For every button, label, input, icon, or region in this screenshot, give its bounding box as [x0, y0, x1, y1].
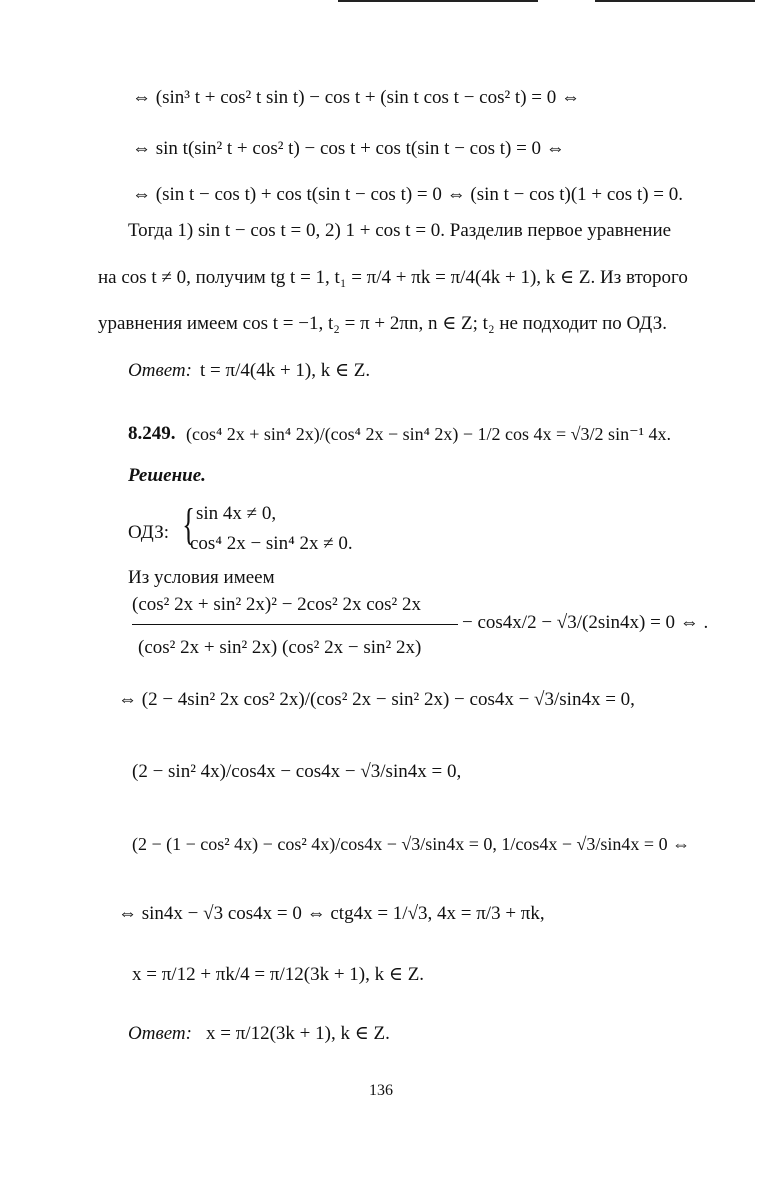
answer-1-formula: t = π/4(4k + 1), k ∈ Z.: [200, 360, 371, 381]
equation-line-7: ⇔ (2 − 4sin² 2x cos² 2x)/(cos² 2x − sin² 2x) − cos4x − √3/sin4x = 0,: [118, 689, 635, 710]
condition-text: Из условия имеем: [128, 567, 275, 588]
equation-line-1: ⇔ (sin³ t + cos² t sin t) − cos t + (sin t cos t − cos² t) = 0 ⇔: [132, 87, 581, 108]
text-line-6: уравнения имеем cos t = −1, t₂ = π + 2πn, n ∈ Z; t₂ не подходит по ОДЗ.: [98, 313, 667, 334]
answer-2-label: Ответ:: [128, 1023, 192, 1044]
problem-formula: (cos⁴ 2x + sin⁴ 2x)/(cos⁴ 2x − sin⁴ 2x) − 1/2 cos 4x = √3/2 sin⁻¹ 4x.: [186, 424, 671, 444]
answer-1-label: Ответ:: [128, 360, 192, 381]
equation-line-10: ⇔ sin4x − √3 cos4x = 0 ⇔ ctg4x = 1/√3, 4x = π/3 + πk,: [118, 903, 545, 924]
odz-label: ОДЗ:: [128, 522, 170, 543]
top-rule-left: [338, 0, 538, 2]
problem-number: 8.249.: [128, 423, 176, 444]
eq1-numerator: (cos² 2x + sin² 2x)² − 2cos² 2x cos² 2x: [132, 594, 421, 615]
eq1-fraction-bar: [132, 624, 458, 625]
eq1-rest: − cos4x/2 − √3/(2sin4x) = 0 ⇔ .: [462, 612, 709, 633]
equation-line-9: (2 − (1 − cos² 4x) − cos² 4x)/cos4x − √3/sin4x = 0, 1/cos4x − √3/sin4x = 0 ⇔: [132, 834, 691, 854]
equation-line-8: (2 − sin² 4x)/cos4x − cos4x − √3/sin4x = 0,: [132, 761, 462, 782]
eq1-denominator: (cos² 2x + sin² 2x) (cos² 2x − sin² 2x): [138, 637, 422, 658]
odz-brace: {: [182, 500, 195, 549]
text-line-5: на cos t ≠ 0, получим tg t = 1, t₁ = π/4 + πk = π/4(4k + 1), k ∈ Z. Из второго: [98, 267, 688, 288]
top-rule-right: [595, 0, 755, 2]
answer-2-formula: x = π/12(3k + 1), k ∈ Z.: [206, 1023, 390, 1044]
text-line-4: Тогда 1) sin t − cos t = 0, 2) 1 + cos t = 0. Разделив первое уравнение: [128, 220, 672, 241]
odz-condition-2: cos⁴ 2x − sin⁴ 2x ≠ 0.: [190, 533, 353, 554]
equation-line-2: ⇔ sin t(sin² t + cos² t) − cos t + cos t(sin t − cos t) = 0 ⇔: [132, 138, 565, 159]
equation-line-11: x = π/12 + πk/4 = π/12(3k + 1), k ∈ Z.: [132, 964, 425, 985]
page-number: 136: [369, 1082, 393, 1099]
odz-condition-1: sin 4x ≠ 0,: [196, 503, 277, 524]
solution-label: Решение.: [128, 465, 206, 486]
equation-line-3: ⇔ (sin t − cos t) + cos t(sin t − cos t) = 0 ⇔ (sin t − cos t)(1 + cos t) = 0.: [132, 184, 684, 205]
